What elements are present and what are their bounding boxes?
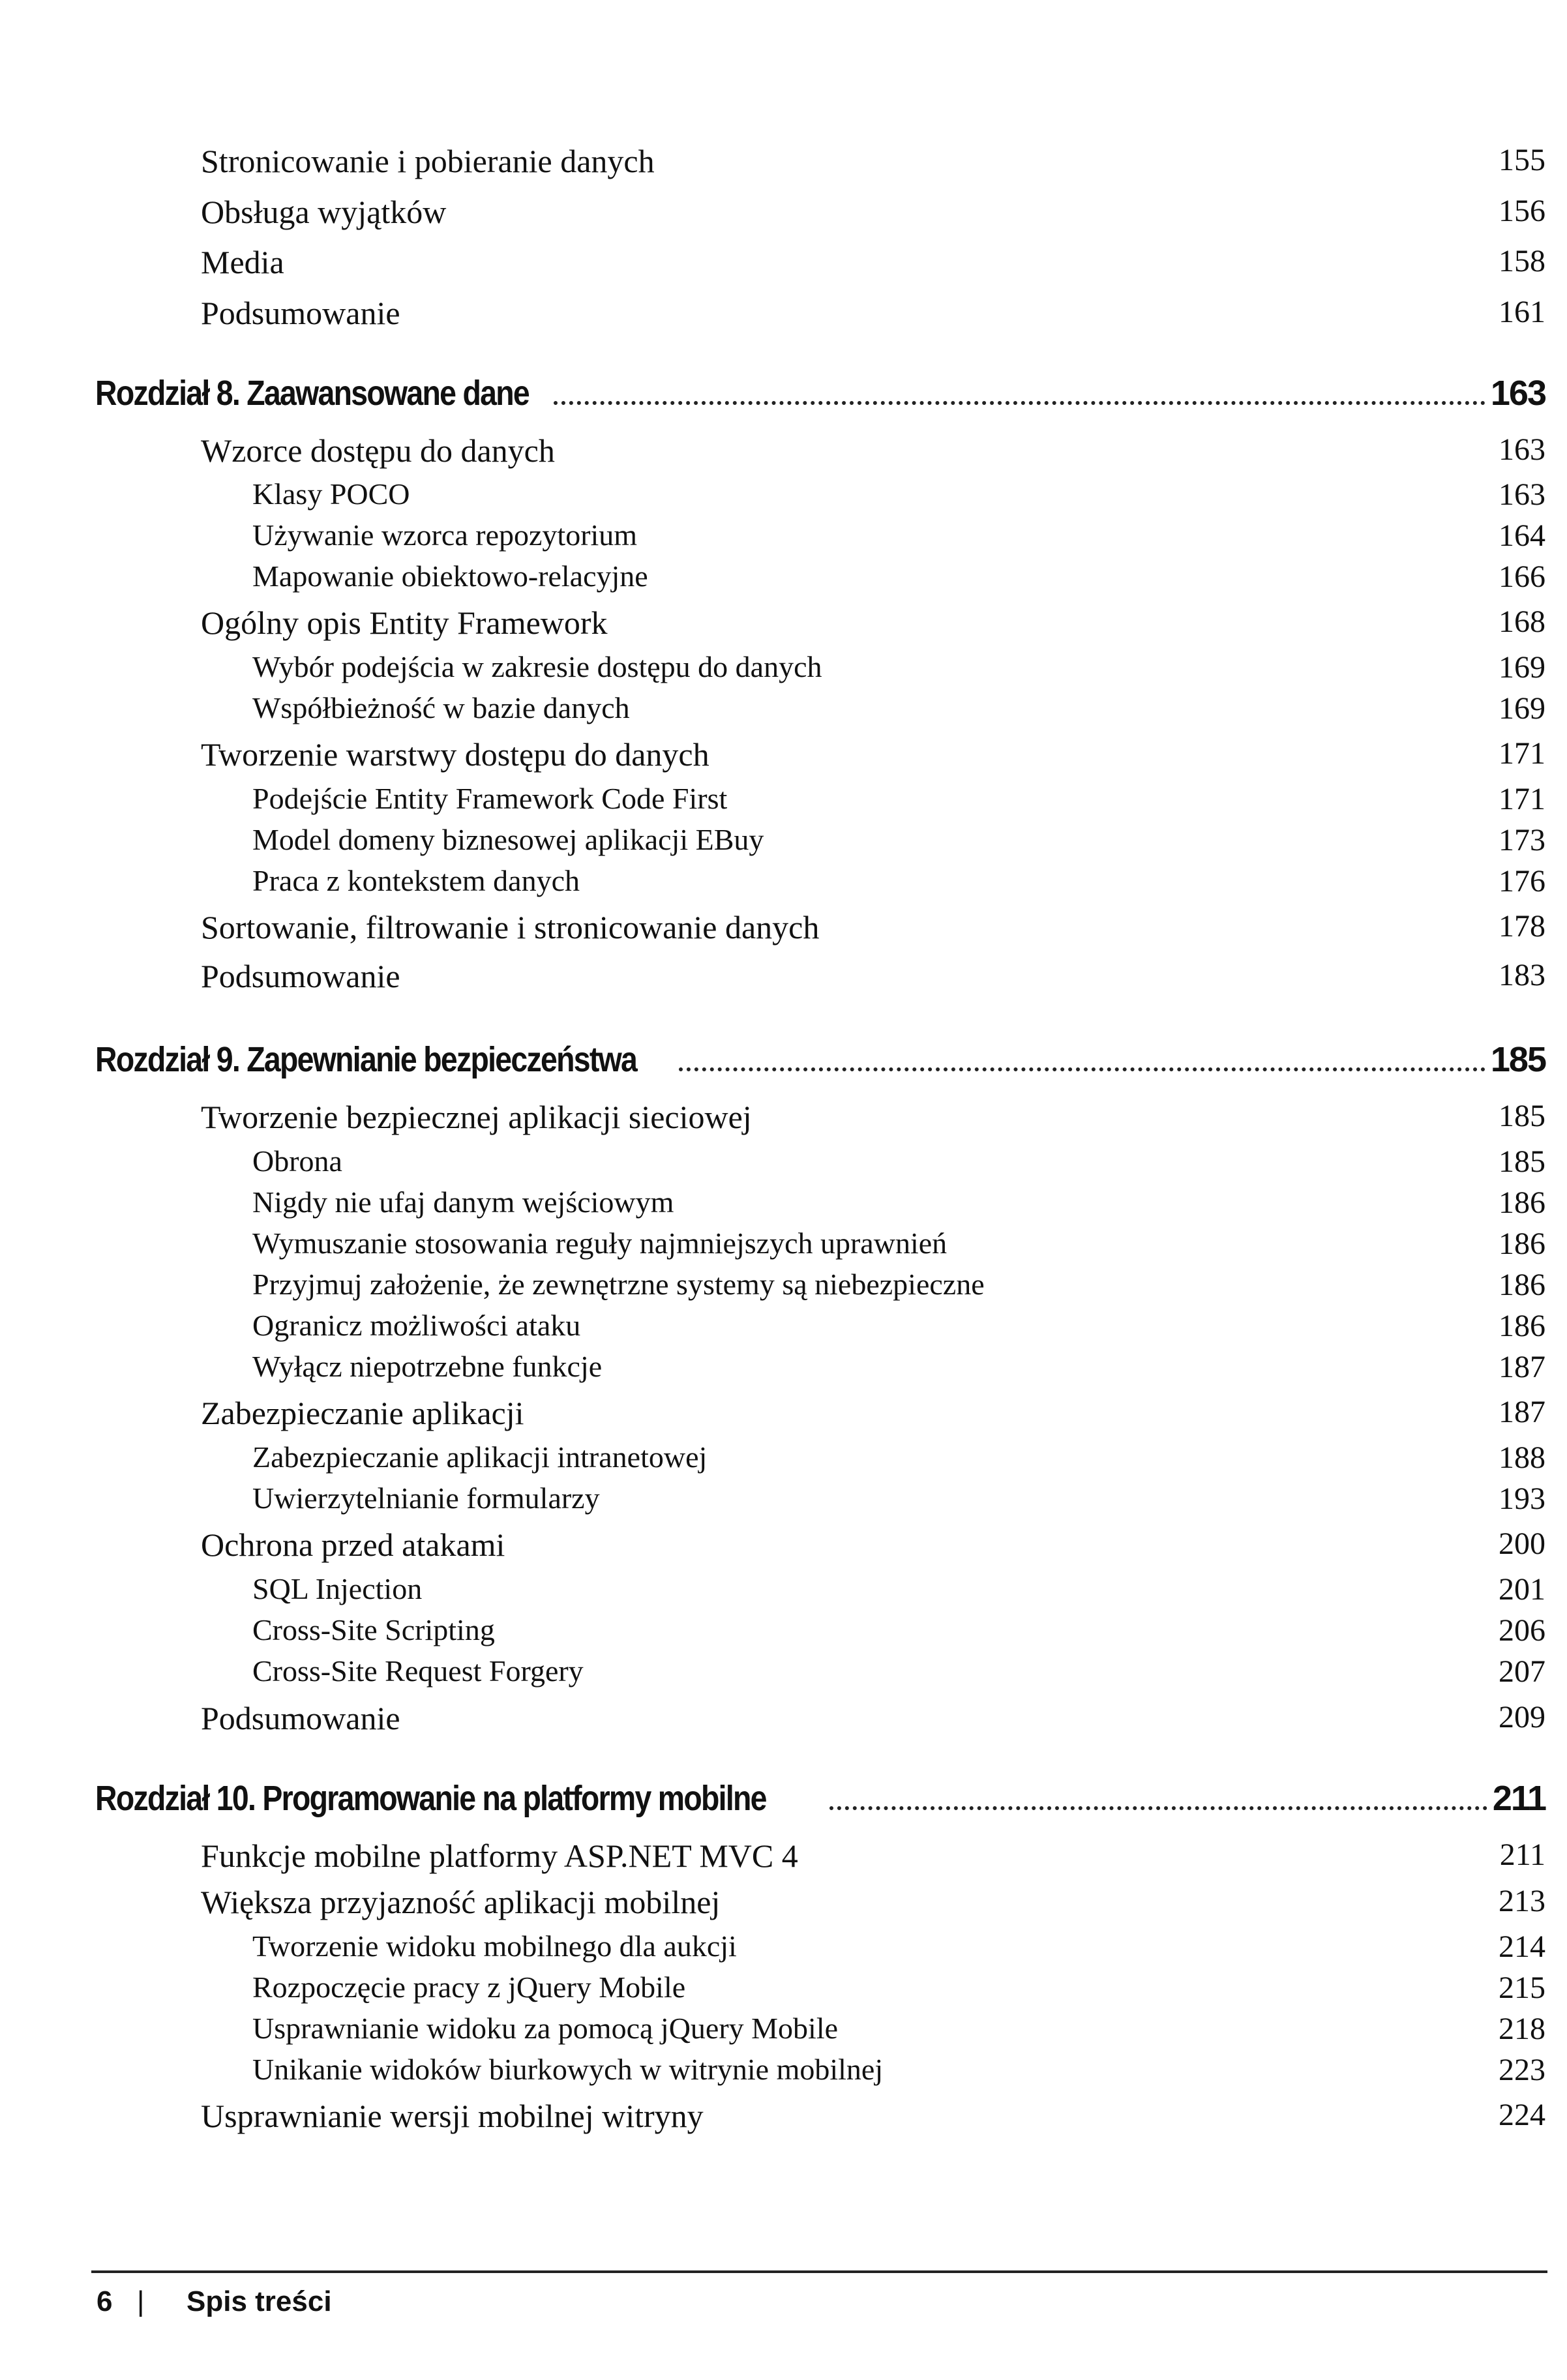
toc-section-entry xyxy=(0,428,1567,473)
entry-title: Uwierzytelnianie formularzy xyxy=(252,1481,600,1515)
entry-page-number: 171 xyxy=(1499,782,1545,816)
toc-subsection-entry xyxy=(0,2007,1567,2053)
entry-title: Ogólny opis Entity Framework xyxy=(201,604,608,641)
entry-title: Podsumowanie xyxy=(201,958,400,994)
toc-section-entry xyxy=(0,953,1567,999)
entry-page-number: 224 xyxy=(1499,2098,1545,2132)
toc-section-entry xyxy=(0,1833,1567,1879)
toc-subsection-entry xyxy=(0,514,1567,559)
entry-title: Podsumowanie xyxy=(201,1700,400,1736)
toc-section-entry xyxy=(0,2093,1567,2139)
toc-subsection-entry xyxy=(0,1222,1567,1268)
toc-subsection-entry xyxy=(0,555,1567,601)
entry-page-number: 213 xyxy=(1499,1884,1545,1918)
entry-page-number: 186 xyxy=(1499,1309,1545,1343)
entry-title: Współbieżność w bazie danych xyxy=(252,691,630,724)
entry-page-number: 183 xyxy=(1499,958,1545,992)
entry-page-number: 187 xyxy=(1499,1395,1545,1429)
toc-subsection-entry xyxy=(0,1436,1567,1481)
toc-section-entry xyxy=(0,189,1567,235)
dot-leader xyxy=(679,1067,1485,1071)
toc-section-entry xyxy=(0,1390,1567,1436)
toc-section-entry xyxy=(0,239,1567,285)
entry-title: Podsumowanie xyxy=(201,295,400,331)
toc-subsection-entry xyxy=(0,1650,1567,1695)
toc-subsection-entry xyxy=(0,1304,1567,1350)
footer-page-number: 6 xyxy=(97,2285,113,2317)
toc-section-entry xyxy=(0,1879,1567,1925)
entry-page-number: 164 xyxy=(1499,518,1545,553)
entry-page-number: 178 xyxy=(1499,909,1545,944)
entry-page-number: 188 xyxy=(1499,1440,1545,1475)
entry-title: Cross-Site Request Forgery xyxy=(252,1654,584,1688)
toc-subsection-entry xyxy=(0,1966,1567,2012)
entry-page-number: 168 xyxy=(1499,604,1545,639)
entry-title: Tworzenie warstwy dostępu do danych xyxy=(201,736,709,773)
toc-subsection-entry xyxy=(0,1140,1567,1185)
entry-title: Większa przyjazność aplikacji mobilnej xyxy=(201,1884,721,1920)
chapter-page-number: 163 xyxy=(1490,374,1545,413)
entry-page-number: 207 xyxy=(1499,1654,1545,1689)
toc-subsection-entry xyxy=(0,646,1567,691)
entry-title: Obsługa wyjątków xyxy=(201,194,447,230)
entry-page-number: 171 xyxy=(1499,736,1545,771)
entry-title: Funkcje mobilne platformy ASP.NET MVC 4 xyxy=(201,1837,798,1874)
entry-title: Rozpoczęcie pracy z jQuery Mobile xyxy=(252,1971,686,2004)
entry-title: Ogranicz możliwości ataku xyxy=(252,1309,581,1342)
entry-page-number: 186 xyxy=(1499,1268,1545,1302)
entry-title: Stronicowanie i pobieranie danych xyxy=(201,143,655,179)
chapter-page-number: 211 xyxy=(1492,1779,1545,1818)
toc-section-entry xyxy=(0,1522,1567,1568)
toc-section-entry xyxy=(0,138,1567,184)
entry-title: Cross-Site Scripting xyxy=(252,1613,495,1646)
entry-title: Tworzenie widoku mobilnego dla aukcji xyxy=(252,1929,737,1963)
entry-title: Zabezpieczanie aplikacji intranetowej xyxy=(252,1440,708,1474)
entry-title: Media xyxy=(201,244,284,280)
toc-section-entry xyxy=(0,732,1567,777)
entry-page-number: 185 xyxy=(1499,1144,1545,1179)
chapter-page-number: 185 xyxy=(1490,1040,1545,1079)
entry-page-number: 186 xyxy=(1499,1185,1545,1220)
chapter-title: Rozdział 9. Zapewnianie bezpieczeństwa xyxy=(95,1040,637,1079)
toc-subsection-entry xyxy=(0,1609,1567,1654)
entry-page-number: 158 xyxy=(1499,244,1545,278)
entry-title: Zabezpieczanie aplikacji xyxy=(201,1395,524,1431)
chapter-title: Rozdział 8. Zaawansowane dane xyxy=(95,374,529,413)
toc-section-entry xyxy=(0,1094,1567,1140)
entry-page-number: 185 xyxy=(1499,1099,1545,1133)
entry-page-number: 201 xyxy=(1499,1572,1545,1607)
chapter-title: Rozdział 10. Programowanie na platformy mobilne xyxy=(95,1779,766,1818)
entry-page-number: 163 xyxy=(1499,477,1545,512)
entry-page-number: 215 xyxy=(1499,1971,1545,2005)
dot-leader xyxy=(554,401,1485,405)
entry-page-number: 169 xyxy=(1499,691,1545,726)
toc-subsection-entry xyxy=(0,1181,1567,1227)
entry-title: Wyłącz niepotrzebne funkcje xyxy=(252,1350,603,1383)
entry-page-number: 166 xyxy=(1499,559,1545,594)
toc-subsection-entry xyxy=(0,2048,1567,2094)
entry-title: Sortowanie, filtrowanie i stronicowanie danych xyxy=(201,909,820,945)
entry-page-number: 163 xyxy=(1499,432,1545,467)
entry-title: Nigdy nie ufaj danym wejściowym xyxy=(252,1185,674,1219)
toc-subsection-entry xyxy=(0,1925,1567,1971)
entry-title: Ochrona przed atakami xyxy=(201,1526,505,1563)
entry-title: Mapowanie obiektowo-relacyjne xyxy=(252,559,648,593)
entry-title: Usprawnianie wersji mobilnej witryny xyxy=(201,2098,704,2134)
toc-subsection-entry xyxy=(0,473,1567,518)
footer-rule xyxy=(91,2270,1547,2273)
entry-title: Podejście Entity Framework Code First xyxy=(252,782,728,815)
entry-title: Unikanie widoków biurkowych w witrynie mobilnej xyxy=(252,2053,884,2086)
entry-page-number: 193 xyxy=(1499,1481,1545,1516)
entry-title: Praca z kontekstem danych xyxy=(252,864,580,897)
entry-page-number: 156 xyxy=(1499,194,1545,228)
entry-title: SQL Injection xyxy=(252,1572,423,1605)
entry-title: Używanie wzorca repozytorium xyxy=(252,518,638,552)
toc-section-entry xyxy=(0,1695,1567,1741)
toc-section-entry xyxy=(0,290,1567,336)
entry-title: Model domeny biznesowej aplikacji EBuy xyxy=(252,823,764,856)
toc-section-entry xyxy=(0,904,1567,950)
chapter-heading xyxy=(95,1778,1545,1824)
toc-subsection-entry xyxy=(0,777,1567,823)
footer-separator: | xyxy=(137,2285,145,2317)
footer-section-title: Spis treści xyxy=(187,2285,332,2317)
entry-page-number: 176 xyxy=(1499,864,1545,899)
chapter-heading xyxy=(95,1039,1545,1085)
entry-page-number: 200 xyxy=(1499,1526,1545,1561)
toc-section-entry xyxy=(0,600,1567,646)
entry-page-number: 155 xyxy=(1499,143,1545,177)
entry-page-number: 161 xyxy=(1499,295,1545,329)
toc-subsection-entry xyxy=(0,818,1567,864)
entry-title: Przyjmuj założenie, że zewnętrzne systemy są niebezpieczne xyxy=(252,1268,985,1301)
entry-page-number: 218 xyxy=(1499,2012,1545,2046)
entry-title: Klasy POCO xyxy=(252,477,410,511)
entry-title: Wybór podejścia w zakresie dostępu do danych xyxy=(252,650,822,683)
entry-page-number: 223 xyxy=(1499,2053,1545,2087)
entry-title: Tworzenie bezpiecznej aplikacji sieciowej xyxy=(201,1099,752,1135)
entry-page-number: 173 xyxy=(1499,823,1545,857)
toc-subsection-entry xyxy=(0,1568,1567,1613)
toc-subsection-entry xyxy=(0,1345,1567,1391)
entry-page-number: 187 xyxy=(1499,1350,1545,1384)
dot-leader xyxy=(829,1806,1487,1810)
entry-page-number: 211 xyxy=(1499,1837,1545,1872)
toc-subsection-entry xyxy=(0,1263,1567,1309)
toc-subsection-entry xyxy=(0,859,1567,905)
entry-page-number: 209 xyxy=(1499,1700,1545,1734)
entry-title: Wymuszanie stosowania reguły najmniejszych uprawnień xyxy=(252,1227,948,1260)
entry-page-number: 214 xyxy=(1499,1929,1545,1964)
toc-subsection-entry xyxy=(0,687,1567,732)
entry-title: Wzorce dostępu do danych xyxy=(201,432,555,469)
entry-page-number: 186 xyxy=(1499,1227,1545,1261)
toc-subsection-entry xyxy=(0,1477,1567,1523)
chapter-heading xyxy=(95,373,1545,419)
entry-page-number: 169 xyxy=(1499,650,1545,685)
entry-title: Usprawnianie widoku za pomocą jQuery Mobile xyxy=(252,2012,839,2045)
entry-title: Obrona xyxy=(252,1144,342,1178)
entry-page-number: 206 xyxy=(1499,1613,1545,1648)
